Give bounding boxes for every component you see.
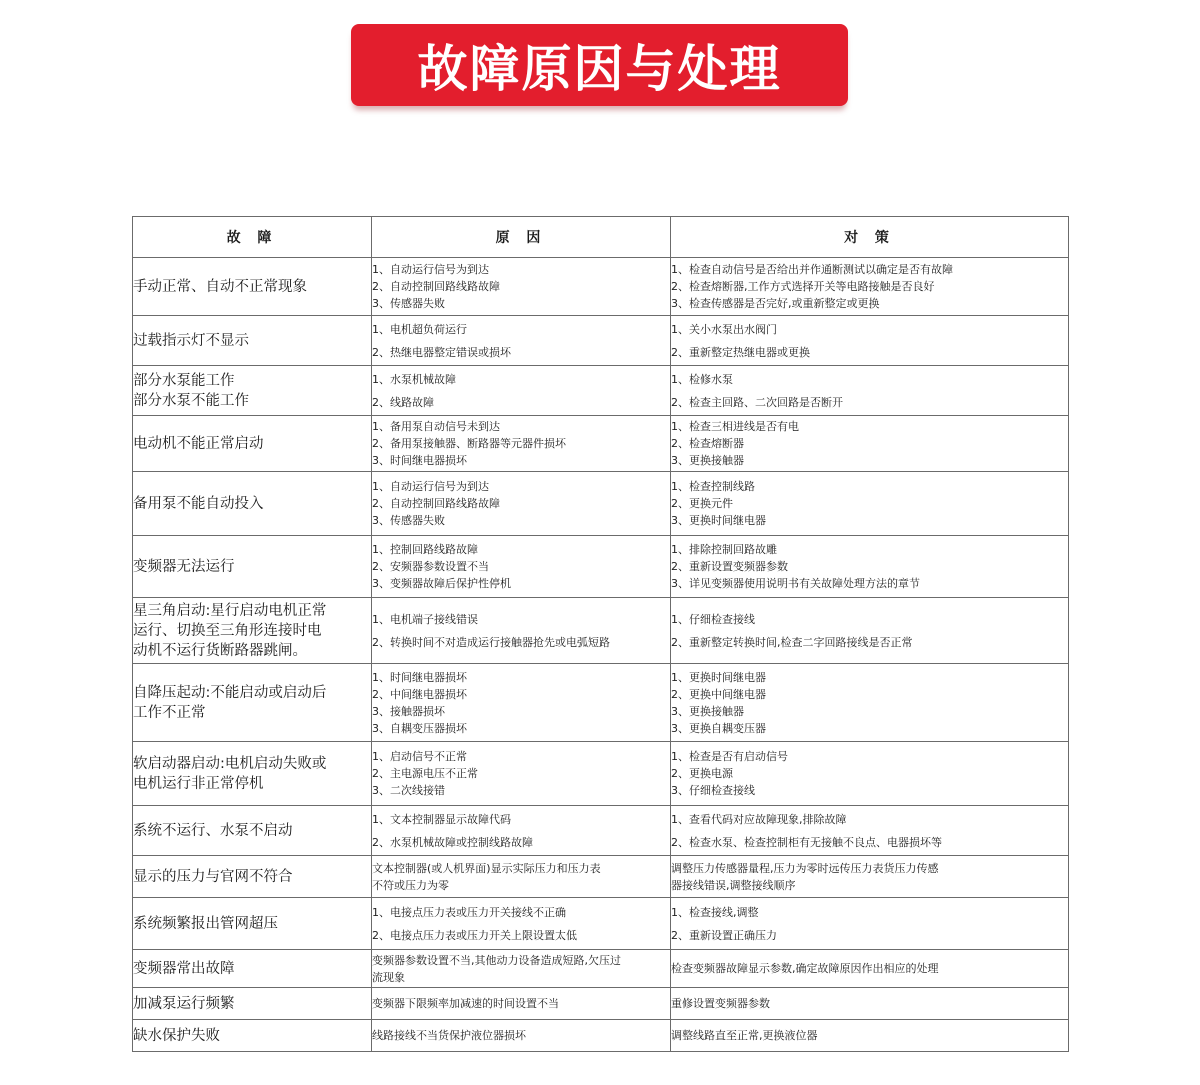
- fault-line: 电动机不能正常启动: [133, 435, 264, 452]
- measure-cell: [671, 598, 1069, 664]
- table-row: [133, 664, 1069, 742]
- table-row: [133, 598, 1069, 664]
- measure-cell: [671, 316, 1069, 366]
- table-row: [133, 898, 1069, 950]
- fault-cell: [133, 742, 372, 806]
- cause-cell: [372, 898, 671, 950]
- cause-line: 1、时间继电器损坏: [372, 670, 467, 684]
- measure-line: 2、更换元件: [671, 497, 733, 510]
- table-row: [133, 806, 1069, 856]
- measure-cell: [671, 806, 1069, 856]
- header-cause: 原 因: [372, 217, 671, 258]
- cause-line: 2、中间继电器损坏: [372, 687, 467, 701]
- fault-line: 显示的压力与官网不符合: [133, 868, 293, 885]
- fault-cell: [133, 806, 372, 856]
- measure-line: 1、关小水泵出水阀门: [671, 322, 777, 336]
- cause-line: 1、电机端子接线错误: [372, 612, 478, 626]
- cause-line: 变频器下限频率加减速的时间设置不当: [372, 997, 559, 1010]
- cause-line: 2、主电源电压不正常: [372, 767, 478, 780]
- fault-cell: [133, 316, 372, 366]
- cause-cell: [372, 988, 671, 1020]
- cause-line: 变频器参数设置不当,其他动力设备造成短路,欠压过: [372, 953, 621, 967]
- measure-cell: [671, 742, 1069, 806]
- fault-line: 过载指示灯不显示: [133, 332, 249, 349]
- cause-line: 3、自耦变压器损坏: [372, 721, 467, 735]
- fault-cell: [133, 366, 372, 416]
- table-row: [133, 950, 1069, 988]
- measure-line: 3、更换时间继电器: [671, 514, 766, 527]
- measure-cell: [671, 1020, 1069, 1052]
- cause-cell: [372, 1020, 671, 1052]
- measure-line: 1、检查是否有启动信号: [671, 750, 788, 763]
- measure-line: 1、检查控制线路: [671, 480, 755, 493]
- cause-line: 流现象: [372, 970, 405, 984]
- measure-line: 1、查看代码对应故障现象,排除故障: [671, 812, 847, 826]
- table-row: [133, 1020, 1069, 1052]
- fault-line: 自降压起动:不能启动或启动后: [133, 684, 327, 701]
- table-row: [133, 988, 1069, 1020]
- cause-line: 1、电机超负荷运行: [372, 322, 467, 336]
- fault-cell: [133, 1020, 372, 1052]
- measure-line: 2、更换电源: [671, 767, 733, 780]
- cause-line: 2、电接点压力表或压力开关上限设置太低: [372, 928, 577, 942]
- cause-line: 1、自动运行信号为到达: [372, 480, 489, 493]
- fault-cell: [133, 536, 372, 598]
- measure-cell: [671, 472, 1069, 536]
- table-row: [133, 742, 1069, 806]
- cause-cell: [372, 598, 671, 664]
- measure-line: 1、更换时间继电器: [671, 670, 766, 684]
- measure-line: 2、更换中间继电器: [671, 687, 766, 701]
- fault-line: 加减泵运行频繁: [133, 995, 235, 1012]
- cause-line: 文本控制器(或人机界面)显示实际压力和压力表: [372, 861, 601, 875]
- table-row: [133, 856, 1069, 898]
- measure-cell: [671, 950, 1069, 988]
- fault-line: 缺水保护失败: [133, 1027, 220, 1044]
- fault-cell: [133, 988, 372, 1020]
- measure-line: 检查变频器故障显示参数,确定故障原因作出相应的处理: [671, 962, 939, 975]
- fault-table: [132, 216, 1069, 1052]
- fault-line: 变频器常出故障: [133, 960, 235, 977]
- measure-cell: [671, 536, 1069, 598]
- cause-line: 1、启动信号不正常: [372, 750, 467, 763]
- measure-line: 2、重新设置变频器参数: [671, 560, 788, 573]
- fault-cell: [133, 258, 372, 316]
- measure-line: 3、检查传感器是否完好,或重新整定或更换: [671, 297, 880, 310]
- cause-line: 2、热继电器整定错误或损坏: [372, 345, 511, 359]
- measure-line: 2、重新整定转换时间,检查二字回路接线是否正常: [671, 635, 913, 649]
- fault-line: 运行、切换至三角形连接时电: [133, 622, 322, 639]
- table-row: [133, 472, 1069, 536]
- cause-line: 3、传感器失败: [372, 297, 445, 310]
- cause-line: 不符或压力为零: [372, 878, 449, 892]
- cause-line: 1、水泵机械故障: [372, 372, 456, 386]
- fault-cell: [133, 898, 372, 950]
- measure-line: 1、排除控制回路故雕: [671, 543, 777, 556]
- cause-line: 3、传感器失败: [372, 514, 445, 527]
- header-fault: 故 障: [133, 217, 372, 258]
- fault-line: 手动正常、自动不正常现象: [133, 278, 307, 295]
- measure-line: 1、仔细检查接线: [671, 612, 755, 626]
- fault-line: 部分水泵不能工作: [133, 392, 249, 409]
- table-row: [133, 416, 1069, 472]
- cause-line: 1、自动运行信号为到达: [372, 263, 489, 276]
- measure-cell: [671, 856, 1069, 898]
- fault-line: 动机不运行货断路器跳闸。: [133, 642, 307, 659]
- measure-line: 重修设置变频器参数: [671, 997, 770, 1010]
- cause-cell: [372, 416, 671, 472]
- fault-line: 软启动器启动:电机启动失败或: [133, 755, 327, 772]
- cause-cell: [372, 806, 671, 856]
- measure-line: 调整线路直至正常,更换液位器: [671, 1029, 818, 1042]
- table-row: [133, 316, 1069, 366]
- measure-line: 器接线错误,调整接线顺序: [671, 878, 796, 892]
- measure-line: 调整压力传感器量程,压力为零时远传压力表货压力传感: [671, 861, 939, 875]
- cause-cell: [372, 536, 671, 598]
- cause-line: 2、自动控制回路线路故障: [372, 497, 500, 510]
- measure-line: 1、检查自动信号是否给出并作通断测试以确定是否有故障: [671, 263, 953, 276]
- cause-line: 2、备用泵接触器、断路器等元器件损坏: [372, 437, 566, 450]
- fault-cell: [133, 950, 372, 988]
- fault-cell: [133, 472, 372, 536]
- measure-line: 1、检查接线,调整: [671, 905, 759, 919]
- fault-cell: [133, 598, 372, 664]
- page-title: 故障原因与处理: [417, 40, 782, 98]
- measure-line: 3、更换接触器: [671, 454, 744, 467]
- measure-line: 2、检查水泵、检查控制柜有无接触不良点、电器损坏等: [671, 835, 942, 849]
- cause-cell: [372, 950, 671, 988]
- measure-cell: [671, 416, 1069, 472]
- cause-cell: [372, 472, 671, 536]
- measure-cell: [671, 988, 1069, 1020]
- cause-line: 3、接触器损坏: [372, 704, 445, 718]
- measure-cell: [671, 898, 1069, 950]
- header-measure: 对 策: [671, 217, 1069, 258]
- cause-cell: [372, 366, 671, 416]
- measure-line: 3、详见变频器使用说明书有关故障处理方法的章节: [671, 577, 920, 590]
- cause-line: 线路接线不当货保护液位器损坏: [372, 1029, 526, 1042]
- table-row: [133, 366, 1069, 416]
- cause-line: 2、转换时间不对造成运行接触器抢先或电弧短路: [372, 635, 610, 649]
- cause-line: 2、自动控制回路线路故障: [372, 280, 500, 293]
- measure-line: 2、检查熔断器,工作方式选择开关等电路接触是否良好: [671, 280, 935, 293]
- fault-line: 星三角启动:星行启动电机正常: [133, 602, 327, 619]
- measure-line: 2、检查熔断器: [671, 437, 744, 450]
- table-row: [133, 536, 1069, 598]
- cause-cell: [372, 258, 671, 316]
- measure-line: 3、仔细检查接线: [671, 784, 755, 797]
- cause-cell: [372, 316, 671, 366]
- cause-line: 1、控制回路线路故障: [372, 543, 478, 556]
- measure-line: 3、更换接触器: [671, 704, 744, 718]
- fault-line: 系统频繁报出管网超压: [133, 915, 278, 932]
- cause-line: 1、文本控制器显示故障代码: [372, 812, 511, 826]
- cause-line: 1、备用泵自动信号未到达: [372, 420, 500, 433]
- cause-line: 3、时间继电器损坏: [372, 454, 467, 467]
- measure-line: 3、更换自耦变压器: [671, 721, 766, 735]
- cause-line: 3、变频器故障后保护性停机: [372, 577, 511, 590]
- table-header-row: [133, 217, 1069, 258]
- cause-cell: [372, 664, 671, 742]
- fault-line: 电机运行非正常停机: [133, 775, 264, 792]
- cause-line: 2、安频器参数设置不当: [372, 560, 489, 573]
- fault-line: 部分水泵能工作: [133, 372, 235, 389]
- fault-line: 系统不运行、水泵不启动: [133, 822, 293, 839]
- cause-line: 1、电接点压力表或压力开关接线不正确: [372, 905, 566, 919]
- fault-cell: [133, 856, 372, 898]
- measure-cell: [671, 664, 1069, 742]
- fault-cell: [133, 416, 372, 472]
- fault-line: 备用泵不能自动投入: [133, 495, 264, 512]
- measure-line: 2、重新整定热继电器或更换: [671, 345, 810, 359]
- measure-line: 1、检修水泵: [671, 372, 733, 386]
- table-row: [133, 258, 1069, 316]
- measure-line: 1、检查三相进线是否有电: [671, 420, 799, 433]
- cause-line: 2、水泵机械故障或控制线路故障: [372, 835, 533, 849]
- title-banner: [351, 24, 848, 106]
- measure-line: 2、重新设置正确压力: [671, 928, 777, 942]
- fault-line: 变频器无法运行: [133, 558, 235, 575]
- measure-cell: [671, 258, 1069, 316]
- measure-line: 2、检查主回路、二次回路是否断开: [671, 395, 843, 409]
- measure-cell: [671, 366, 1069, 416]
- cause-line: 2、线路故障: [372, 395, 434, 409]
- fault-line: 工作不正常: [133, 704, 206, 721]
- cause-line: 3、二次线接错: [372, 784, 445, 797]
- cause-cell: [372, 742, 671, 806]
- fault-cell: [133, 664, 372, 742]
- cause-cell: [372, 856, 671, 898]
